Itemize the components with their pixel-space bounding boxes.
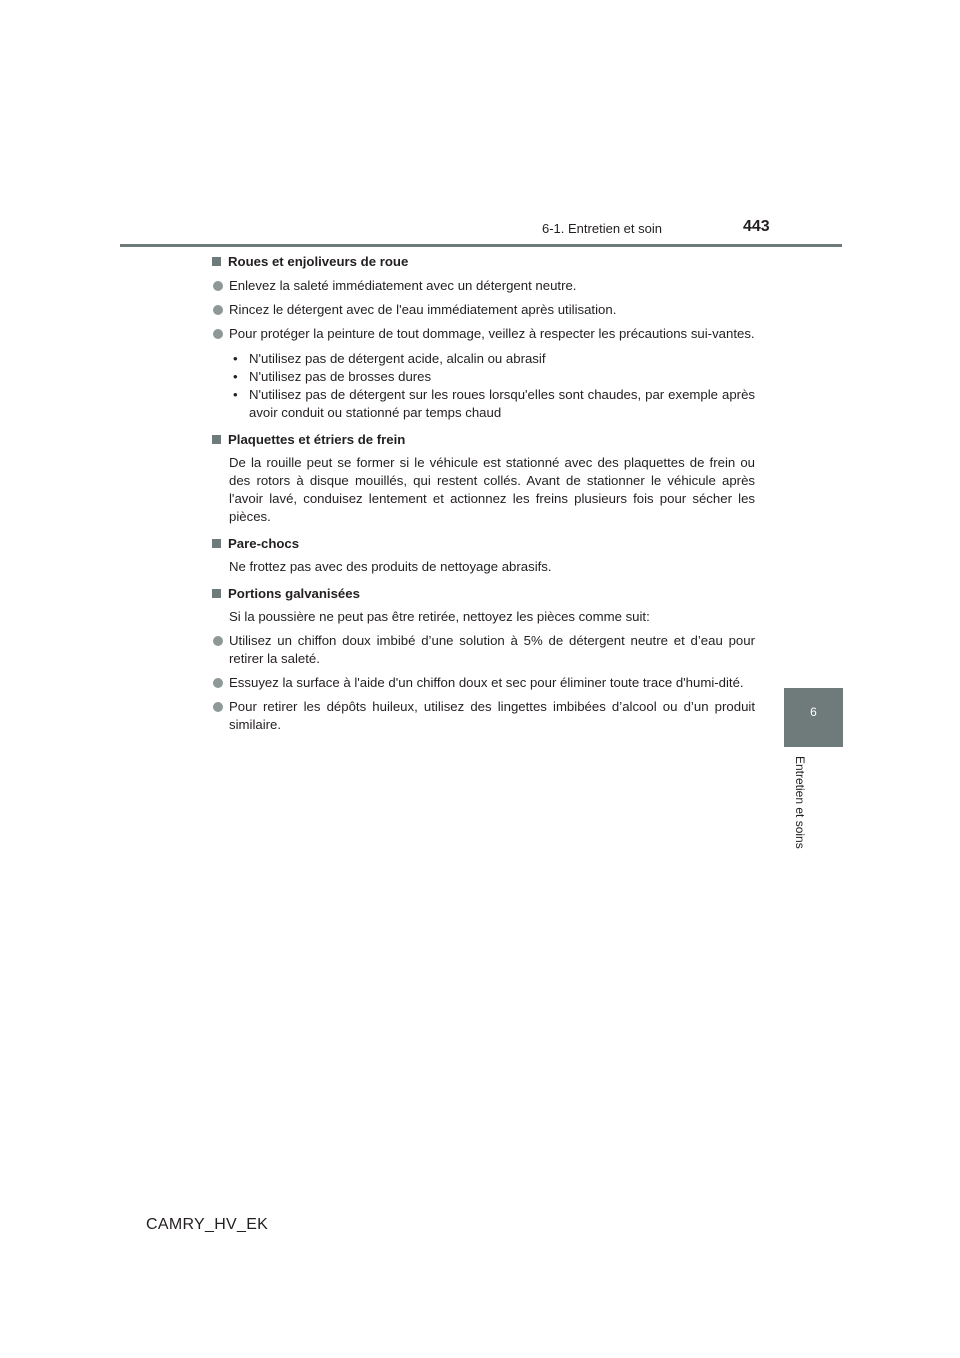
list-item-text: Rincez le détergent avec de l'eau immédiatement après utilisation. bbox=[229, 302, 617, 317]
round-bullet-icon bbox=[213, 702, 223, 712]
round-bullet-icon bbox=[213, 678, 223, 688]
footer-model-code: CAMRY_HV_EK bbox=[146, 1216, 269, 1233]
list-item bbox=[210, 674, 755, 692]
list-item-text: Enlevez la saleté immédiatement avec un détergent neutre. bbox=[229, 278, 577, 293]
sub-list-item-text: N'utilisez pas de détergent sur les roues lorsqu'elles sont chaudes, par exemple après avoir conduit ou stationné par temps chaud bbox=[249, 387, 755, 420]
section-heading-brakes bbox=[210, 431, 755, 449]
chapter-side-label: Entretien et soins bbox=[793, 756, 807, 849]
sub-list-item-text: N'utilisez pas de brosses dures bbox=[249, 369, 432, 384]
page-number: 443 bbox=[743, 218, 770, 235]
list-item-text: Utilisez un chiffon doux imbibé d’une solution à 5% de détergent neutre et d’eau pour retirer la saleté. bbox=[229, 633, 755, 666]
section-title: Plaquettes et étriers de frein bbox=[228, 432, 406, 447]
list-item-text: Pour protéger la peinture de tout dommage, veillez à respecter les précautions sui-vantes. bbox=[229, 326, 755, 341]
section-paragraph: Ne frottez pas avec des produits de nettoyage abrasifs. bbox=[229, 559, 552, 574]
square-bullet-icon bbox=[212, 589, 221, 598]
sub-list-item bbox=[233, 350, 755, 368]
small-bullet-icon: • bbox=[233, 369, 238, 384]
round-bullet-icon bbox=[213, 281, 223, 291]
sub-list-item-text: N'utilisez pas de détergent acide, alcalin ou abrasif bbox=[249, 351, 546, 366]
section-title: Pare-chocs bbox=[228, 536, 300, 551]
sub-list-item bbox=[233, 386, 755, 422]
small-bullet-icon: • bbox=[233, 351, 238, 366]
header-section-title: 6-1. Entretien et soin bbox=[542, 221, 662, 236]
list-item bbox=[210, 277, 755, 295]
list-item-text: Essuyez la surface à l'aide d'un chiffon doux et sec pour éliminer toute trace d'humi-dité. bbox=[229, 675, 744, 690]
chapter-tab bbox=[784, 688, 843, 747]
chapter-number: 6 bbox=[810, 705, 817, 719]
section-paragraph: Si la poussière ne peut pas être retirée, nettoyez les pièces comme suit: bbox=[229, 609, 650, 624]
list-item bbox=[210, 301, 755, 319]
square-bullet-icon bbox=[212, 257, 221, 266]
page-content bbox=[210, 253, 755, 734]
round-bullet-icon bbox=[213, 305, 223, 315]
section-heading-wheels bbox=[210, 253, 755, 271]
section-heading-bumpers bbox=[210, 535, 755, 553]
round-bullet-icon bbox=[213, 636, 223, 646]
precautions-sublist bbox=[210, 350, 755, 422]
square-bullet-icon bbox=[212, 539, 221, 548]
sub-list-item bbox=[233, 368, 755, 386]
list-item bbox=[210, 325, 755, 343]
round-bullet-icon bbox=[213, 329, 223, 339]
small-bullet-icon: • bbox=[233, 387, 238, 402]
square-bullet-icon bbox=[212, 435, 221, 444]
section-paragraph: De la rouille peut se former si le véhicule est stationné avec des plaquettes de frein ou des rotors à disque mouillés, qui restent collés. Avant de stationner le véhicule après l'avoir lavé, conduisez lentement et actionnez les freins plusieurs fois pour sécher les pièces. bbox=[229, 455, 755, 524]
list-item bbox=[210, 632, 755, 668]
section-title: Roues et enjoliveurs de roue bbox=[228, 254, 409, 269]
section-heading-galvanized bbox=[210, 585, 755, 603]
list-item bbox=[210, 698, 755, 734]
section-title: Portions galvanisées bbox=[228, 586, 360, 601]
header-divider bbox=[120, 244, 842, 247]
list-item-text: Pour retirer les dépôts huileux, utilisez des lingettes imbibées d’alcool ou d’un produit similaire. bbox=[229, 699, 755, 732]
